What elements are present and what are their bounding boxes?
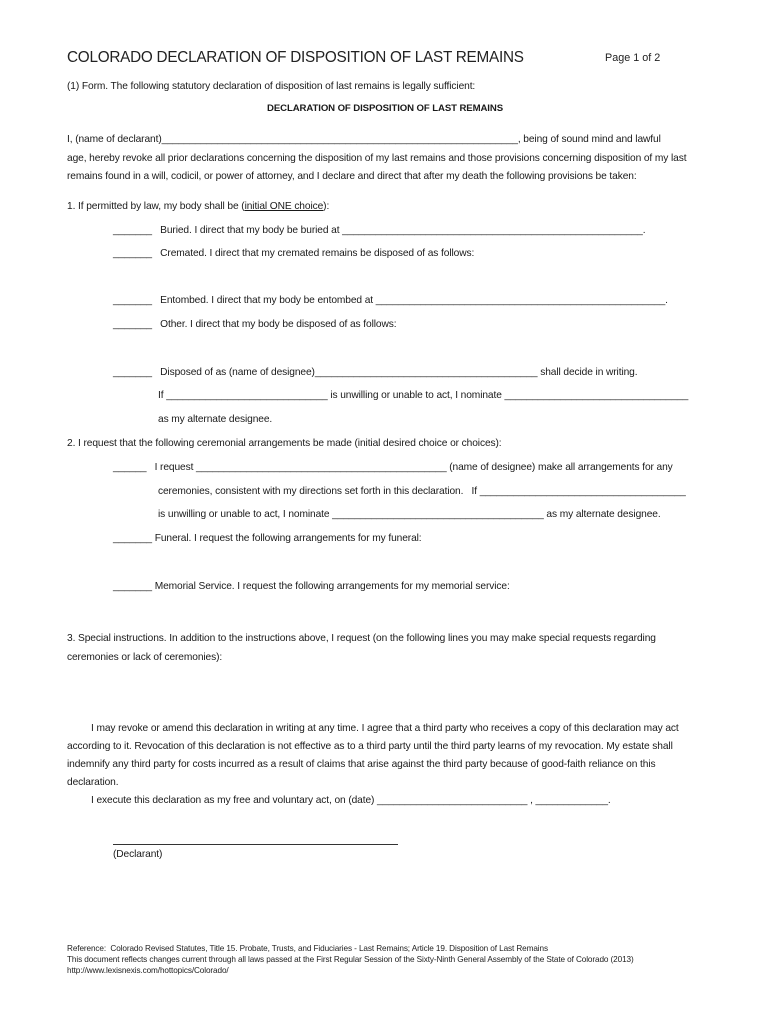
section-1-suffix: ):: [323, 201, 330, 212]
option-designee: _______ Disposed of as (name of designee)________________________________________ shall decide in writing.: [113, 367, 638, 378]
declarant-label: (Declarant): [113, 849, 163, 860]
footer-url: http://www.lexisnexis.com/hottopics/Colorado/: [67, 966, 229, 975]
option-funeral: _______ Funeral. I request the following arrangements for my funeral:: [113, 533, 422, 544]
option-other: _______ Other. I direct that my body be disposed of as follows:: [113, 319, 397, 330]
revoke-amend-text: I may revoke or amend this declaration in writing at any time. I agree that a third party who receives a copy of this declaration may act: [91, 723, 679, 734]
revoke-amend-text-3: indemnify any third party for costs incurred as a result of claims that arise against the third party because of good-faith reliance on this: [67, 759, 656, 770]
option-memorial-service: _______ Memorial Service. I request the following arrangements for my memorial service:: [113, 581, 510, 592]
ceremony-request-line-3: is unwilling or unable to act, I nominate ______________________________________ as my alternate designee.: [158, 509, 661, 520]
alternate-designee-text: as my alternate designee.: [158, 414, 273, 425]
revoke-amend-text-2: according to it. Revocation of this declaration is not effective as to a third party until the third party learns of my revocation. My estate shall: [67, 741, 673, 752]
section-2-title: 2. I request that the following ceremonial arrangements be made (initial desired choice or choices):: [67, 438, 502, 449]
section-3-title: 3. Special instructions. In addition to the instructions above, I request (on the following lines you may make special requests regarding: [67, 633, 656, 644]
designee-if-line: If _____________________________ is unwilling or unable to act, I nominate _________________________________: [158, 390, 689, 401]
ceremony-request-line-2: ceremonies, consistent with my directions set forth in this declaration. If _____________________________________: [158, 486, 686, 497]
footer-currency-note: This document reflects changes current through all laws passed at the First Regular Session of the Sixty-Ninth General Assembly of the State of Colorado (2013): [67, 955, 634, 964]
ceremony-request-line: ______ I request _____________________________________________ (name of designee) make all arrangements for any: [113, 462, 673, 473]
footer-reference: Reference: Colorado Revised Statutes, Title 15. Probate, Trusts, and Fiduciaries - Last Remains; Article 19. Disposition of Last Remains: [67, 944, 548, 953]
declaration-heading: DECLARATION OF DISPOSITION OF LAST REMAINS: [267, 103, 503, 114]
revocation-text-cont: remains found in a will, codicil, or power of attorney, and I declare and direct that after my death the following provisions be taken:: [67, 171, 637, 182]
document-title: COLORADO DECLARATION OF DISPOSITION OF LAST REMAINS: [67, 49, 524, 66]
section-3-title-cont: ceremonies or lack of ceremonies):: [67, 652, 223, 663]
revocation-text: age, hereby revoke all prior declarations concerning the disposition of my last remains and those provisions concerning disposition of my last: [67, 153, 687, 164]
revoke-amend-text-4: declaration.: [67, 777, 119, 788]
initial-one-choice: initial ONE choice: [244, 201, 324, 212]
intro-text: (1) Form. The following statutory declaration of disposition of last remains is legally sufficient:: [67, 81, 476, 92]
section-1-prefix: 1. If permitted by law, my body shall be (: [67, 201, 245, 212]
execution-date-line: I execute this declaration as my free and voluntary act, on (date) ___________________________ , _____________.: [91, 795, 611, 806]
declarant-name-line: I, (name of declarant)________________________________________________________________, being of sound mind and lawful: [67, 134, 661, 145]
section-1-title: [67, 200, 329, 213]
option-buried: _______ Buried. I direct that my body be buried at ______________________________________________________.: [113, 225, 646, 236]
declarant-signature-line: [113, 844, 398, 845]
option-entombed: _______ Entombed. I direct that my body be entombed at ____________________________________________________.: [113, 295, 668, 306]
option-cremated: _______ Cremated. I direct that my cremated remains be disposed of as follows:: [113, 248, 475, 259]
page-number: Page 1 of 2: [605, 52, 661, 64]
